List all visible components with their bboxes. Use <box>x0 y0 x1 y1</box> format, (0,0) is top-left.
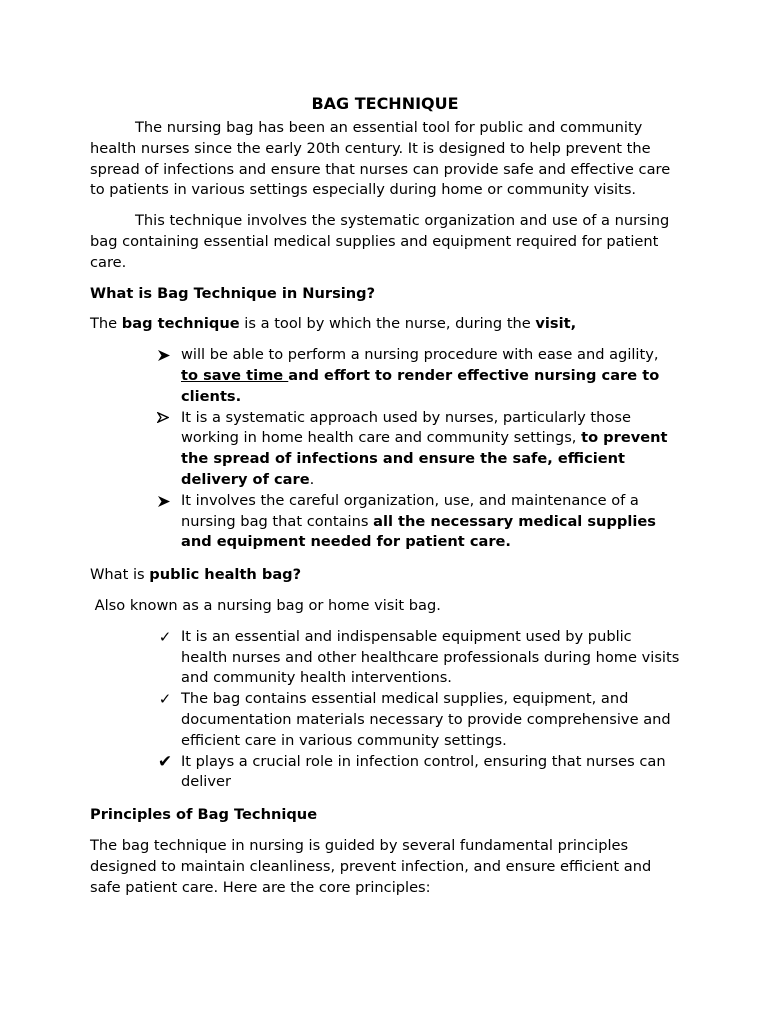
definition-prefix: The <box>90 315 122 333</box>
principles-paragraph: The bag technique in nursing is guided by several fundamental principles designed to maintain cleanliness, prevent infection, and ensure efficient and safe patient care. Here are the core principles: <box>90 836 652 896</box>
bullet-text: It involves the careful organization, use, and maintenance of a nursing bag that contains <box>181 491 639 530</box>
intro-paragraph-1: The nursing bag has been an essential tool for public and community health nurses since the early 20th century. It is designed to help prevent the spread of infections and ensure that nurses can provide safe and effective care to patients in various settings especially during home or community visits. <box>90 119 671 199</box>
section-heading-public-health-bag <box>90 565 680 586</box>
arrow-bullet-list <box>90 345 680 553</box>
arrowhead-bullet-icon <box>157 491 173 511</box>
bullet-text: It is an essential and indispensable equipment used by public health nurses and other healthcare professionals during home visits and community health interventions. <box>181 627 680 687</box>
definition-paragraph <box>90 314 680 335</box>
checkmark-bullet-icon: ✔ <box>157 751 173 772</box>
definition-bold-end: visit, <box>535 315 577 333</box>
bullet-bold-text: to prevent the spread of infections and ensure the safe, efficient delivery of care <box>181 429 668 488</box>
bullet-bold-text: and effort to render effective nursing care to clients. <box>181 366 660 405</box>
list-item <box>158 689 680 751</box>
document-page <box>90 92 680 898</box>
checkmark-bullet-icon: ✓ <box>158 690 172 709</box>
bullet-bold-text: all the necessary medical supplies and equipment needed for patient care. <box>181 512 656 551</box>
bullet-text: It is a systematic approach used by nurses, particularly those working in home health care and community settings, <box>181 408 631 447</box>
bullet-text: The bag contains essential medical supplies, equipment, and documentation materials necessary to provide comprehensive and efficient care in various community settings. <box>181 690 671 749</box>
aka-line: Also known as a nursing bag or home visit bag. <box>90 596 441 614</box>
definition-middle: is a tool by which the nurse, during the <box>239 315 536 333</box>
bullet-text: It plays a crucial role in infection control, ensuring that nurses can deliver <box>181 752 666 791</box>
section-heading-prefix: What is <box>90 566 150 584</box>
section-heading-bag-technique-text: What is Bag Technique in Nursing? <box>90 284 376 302</box>
definition-bold-term: bag technique <box>121 315 240 333</box>
bullet-trailing-text: . <box>309 470 315 488</box>
section-heading-principles <box>90 805 680 826</box>
checkmark-bullet-icon: ✓ <box>158 627 172 646</box>
section-heading-principles-text: Principles of Bag Technique <box>90 806 318 824</box>
list-item <box>157 751 680 794</box>
bullet-underlined-bold: to save time <box>181 366 289 384</box>
list-item <box>181 491 680 553</box>
list-item <box>158 627 680 689</box>
arrowhead-bullet-icon <box>157 345 173 365</box>
document-title: BAG TECHNIQUE <box>311 94 459 113</box>
arrowhead-bullet-icon <box>157 408 173 428</box>
bullet-underlined-text <box>181 367 288 384</box>
section-heading-bag-technique <box>90 284 680 305</box>
list-item <box>181 408 680 491</box>
list-item <box>181 345 680 407</box>
bullet-text: will be able to perform a nursing procedure with ease and agility, <box>181 346 659 364</box>
intro-paragraph-2: This technique involves the systematic organization and use of a nursing bag containing essential medical supplies and equipment required for patient care. <box>90 212 670 271</box>
check-bullet-list <box>90 627 680 793</box>
section-heading-bold: public health bag? <box>149 566 302 584</box>
